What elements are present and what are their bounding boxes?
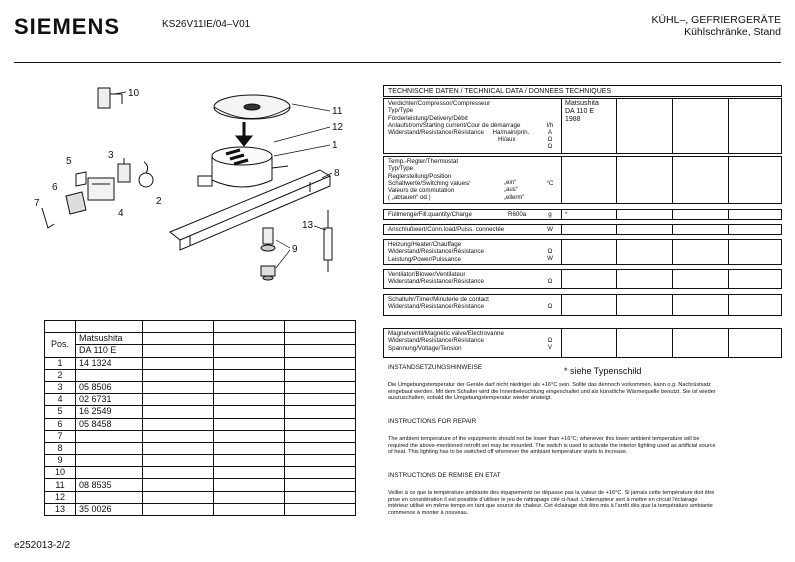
thermostat-section: Temp.-Regler/Thermostat Typ/Type Reglerstellung/Position Schaltwerte/Switching values/ Valeurs de commutation ( „abtauen“ od.) „ein“ „aus“ „ellerm“ °C (383, 156, 782, 204)
callout-2: 2 (156, 196, 162, 207)
row-part-number (76, 467, 143, 479)
part-4-overload (88, 178, 114, 200)
see-type-plate-note: * siehe Typenschild (564, 366, 642, 376)
row-part-number: 16 2549 (76, 406, 143, 418)
fill-quantity-row: Füllmenge/Fill.quantity/Charge R600a g * (383, 209, 782, 220)
row-part-number (76, 442, 143, 454)
table-row (45, 418, 356, 430)
row-part-number: 02 6731 (76, 394, 143, 406)
table-row (45, 381, 356, 393)
category-line-2: Kühlschränke, Stand (684, 26, 781, 38)
callout-10: 10 (128, 88, 140, 99)
category-block (651, 14, 781, 38)
table-row (45, 430, 356, 442)
technical-data-title: TECHNISCHE DATEN / TECHNICAL DATA / DONNEES TECHNIQUES (383, 85, 782, 97)
callout-13: 13 (302, 220, 314, 231)
part-10-capacitor (98, 88, 122, 108)
row-part-number (76, 455, 143, 467)
part-3-starter-relay (118, 158, 130, 182)
technical-data-block (383, 85, 782, 363)
part-1-compressor (198, 147, 288, 187)
compressor-section: Verdichter/Compressor/Compresseur Typ/Type Förderleistung/Delivery/Débit Anlaufstrom/Starting current/Cour de démarrage Widerstand/Resistance/Résistance Ha/main/prin. Hi/aux l/h A Ω Ω Matsushita DA 110 E 1988 (383, 98, 782, 154)
table-row (45, 479, 356, 491)
table-model: DA 110 E (76, 345, 143, 357)
table-brand: Matsushita (76, 333, 143, 345)
repair-text-de: Die Umgebungstemperatur der Geräte darf nicht niedriger als +16°C sein. Sollte das dennoch vorkommen, kann o.g. Nachrüstsatz eingebaut werden. Mit dem Schalter wird die Innenbeleuchtung eingeschaltet und als künstliche Wärmequelle benutzt. Sie ist wieder auszuschalten, sobald die Umgebungstemperatur wieder ansteigt. (388, 382, 716, 402)
row-part-number: 05 8506 (76, 381, 143, 393)
row-part-number: 35 0026 (76, 503, 143, 515)
row-part-number: 05 8458 (76, 418, 143, 430)
callout-8: 8 (334, 168, 340, 179)
row-pos: 4 (45, 394, 76, 406)
header-rule (14, 62, 781, 63)
category-line-1: KÜHL–, GEFRIERGERÄTE (651, 14, 781, 26)
row-pos: 13 (45, 503, 76, 515)
callout-4: 4 (118, 208, 124, 219)
compressor-label: Verdichter/Compressor/Compresseur Typ/Type Förderleistung/Delivery/Débit Anlaufstrom/Starting current/Cour de démarrage Widerstand/Resistance/Résistance Ha/main/prin. Hi/aux (388, 100, 530, 144)
fan-section: Ventilator/Blower/Ventilateur Widerstand/Resistance/Résistance Ω (383, 269, 782, 289)
callout-3: 3 (108, 150, 114, 161)
row-part-number (76, 430, 143, 442)
row-part-number (76, 491, 143, 503)
table-row (45, 369, 356, 381)
repair-heading-en: INSTRUCTIONS FOR REPAIR (388, 418, 477, 425)
compressor-value: Matsushita DA 110 E 1988 (565, 100, 599, 123)
row-pos: 11 (45, 479, 76, 491)
part-6-terminal-cover (66, 192, 86, 214)
callout-11: 11 (332, 106, 343, 117)
table-row (45, 406, 356, 418)
connected-load-row: Anschlußwert/Conn.load/Puiss. connectée W (383, 224, 782, 235)
table-row (45, 442, 356, 454)
part-7-cable (42, 208, 54, 228)
row-pos: 6 (45, 418, 76, 430)
row-pos: 12 (45, 491, 76, 503)
part-5-clip (76, 172, 86, 186)
row-part-number (76, 369, 143, 381)
part-2-protector (139, 162, 153, 187)
row-pos: 9 (45, 455, 76, 467)
callout-1: 1 (332, 140, 338, 151)
model-number: KS26V11IE/04–V01 (162, 19, 251, 30)
row-pos: 10 (45, 467, 76, 479)
pos-header: Pos. (45, 333, 76, 357)
repair-heading-fr: INSTRUCTIONS DE REMISE EN ETAT (388, 472, 501, 479)
repair-text-en: The ambient temperature of the equipments should not be lower than +16°C; whenever this lower ambient temperature will be required the above-mentioned retrofit set may be mounted. The switch is used to activate the interior lighting used as artificial source of heat. This lighting has to be switched off whenever the ambiant temperature starts to increase. (388, 436, 716, 456)
valve-section: Magnetventil/Magnetic valve/Electrovanne Widerstand/Resistance/Résistance Spannung/Voltage/Tension Ω V (383, 328, 782, 358)
document-id: e252013-2/2 (14, 540, 71, 551)
brand-logo: SIEMENS (14, 14, 121, 39)
callout-9: 9 (292, 244, 298, 255)
row-part-number: 08 8535 (76, 479, 143, 491)
part-9-mounting-feet (261, 228, 275, 280)
table-row (45, 357, 356, 369)
part-11-top-cover (214, 95, 290, 119)
repair-heading-de: INSTANDSETZUNGSHINWEISE (388, 364, 482, 371)
thermostat-label: Temp.-Regler/Thermostat Typ/Type Reglerstellung/Position Schaltwerte/Switching values/ Valeurs de commutation ( „abtauen“ od.) (388, 158, 470, 202)
callout-6: 6 (52, 182, 58, 193)
part-13-filter-drier (324, 210, 332, 272)
table-row (45, 491, 356, 503)
table-row (45, 503, 356, 515)
parts-position-table (44, 320, 356, 516)
timer-section: Schaltuhr/Timer/Minuterie de contact Widerstand/Resistance/Résistance Ω (383, 294, 782, 316)
row-pos: 2 (45, 369, 76, 381)
row-part-number: 14 1324 (76, 357, 143, 369)
callout-7: 7 (34, 198, 40, 209)
assembly-arrow (236, 122, 252, 146)
row-pos: 7 (45, 430, 76, 442)
row-pos: 8 (45, 442, 76, 454)
callout-5: 5 (66, 156, 72, 167)
table-row (45, 455, 356, 467)
row-pos: 3 (45, 381, 76, 393)
callout-12: 12 (332, 122, 344, 133)
table-row (45, 394, 356, 406)
row-pos: 5 (45, 406, 76, 418)
part-8-base-frame (170, 170, 330, 250)
table-row (45, 467, 356, 479)
repair-text-fr: Veiller à ce que la température ambiante des équipements ne dépasse pas la valeur de +16°C. Si jamais cette température doit être prise en considération il est possible d'utiliser le jeu de rattrapage cité ci-haut. L'interrupteur sert à mettre en circuit l'éclairage intérieur utilisé en même temps en tant que source de chaleur. Cet éclairage doit être mis à l'arrêt dès que la température ambiante commence à monter à nouveau. (388, 490, 715, 516)
exploded-parts-diagram (30, 80, 360, 300)
row-pos: 1 (45, 357, 76, 369)
heater-section: Heizung/Heater/Chauffage Widerstand/Resistance/Résistance Leistung/Power/Puissance Ω W (383, 239, 782, 265)
